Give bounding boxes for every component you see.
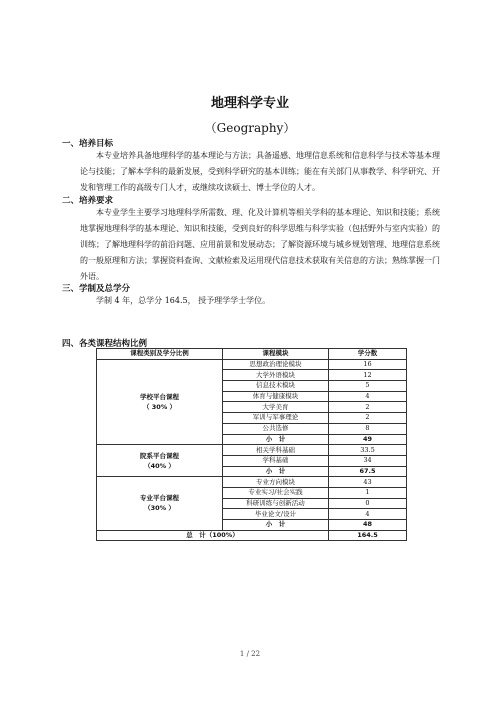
group-category-school: 学校平台课程 （ 30% ）: [97, 359, 223, 445]
credit-cell: 12: [329, 370, 407, 381]
module-cell: 相关学科基础: [223, 445, 329, 456]
table-row: [97, 359, 407, 370]
credit-cell: 8: [329, 423, 407, 434]
subtotal-value: 49: [329, 434, 407, 445]
total-row: [97, 530, 407, 541]
credit-cell: 34: [329, 455, 407, 466]
module-cell: 体育与健康模块: [223, 391, 329, 402]
subtotal-label: 小 计: [223, 434, 329, 445]
module-cell: 思想政治理论模块: [223, 359, 329, 370]
subtotal-label: 小 计: [223, 520, 329, 531]
credit-cell: 4: [329, 509, 407, 520]
section-heading-credits: 三、学制及总学分: [62, 284, 131, 294]
credit-cell: 4: [329, 391, 407, 402]
section-paragraph-goals: 本专业培养具备地理科学的基本理论与方法；具备遥感、地理信息系统和信息科学与技术等基本理论与技能；了解本学科的最新发展，受到科学研究的基本训练；能在有关部门从事教学、科学研究、开发和管理工作的高级专门人才，或继续攻读硕士、博士学位的人才。: [80, 151, 440, 192]
page-subtitle: （Geography）: [204, 121, 296, 135]
credit-cell: 16: [329, 359, 407, 370]
credit-cell: 33.5: [329, 445, 407, 456]
credit-cell: 2: [329, 402, 407, 413]
credit-cell: 43: [329, 477, 407, 488]
total-label: 总 计（100%）: [97, 530, 329, 541]
group-category-department: 院系平台课程 （40% ）: [97, 445, 223, 477]
module-cell: 科研训练与创新活动: [223, 498, 329, 509]
module-cell: 信息技术模块: [223, 381, 329, 392]
group-category-major: 专业平台课程 （30% ）: [97, 477, 223, 530]
section-paragraph-requirements: 本专业学生主要学习地理科学所需数、理、化及计算机等相关学科的基本理论、知识和技能；系统地掌握地理科学的基本理论、知识和技能，受到良好的科学思维与科学实验（包括野外与室内实验）的训练；了解地理科学的前沿问题、应用前景和发展动态；了解资源环境与城乡规划管理、地理信息系统的一般原理和方法；掌握资料查询、文献检索及运用现代信息技术获取有关信息的方法；熟练掌握一门外语。: [80, 208, 440, 281]
credit-cell: 2: [329, 413, 407, 424]
page-number: 1 / 22: [239, 650, 261, 658]
table-row: [97, 445, 407, 456]
course-structure-table: [96, 348, 407, 541]
module-cell: 毕业论文/设计: [223, 509, 329, 520]
header-module: 课程模块: [223, 349, 329, 360]
header-credits: 学分数: [329, 349, 407, 360]
section-paragraph-credits: 学制 4 年，总学分 164.5， 授予理学学士学位。: [96, 296, 271, 305]
module-cell: 军训与军事理论: [223, 413, 329, 424]
module-cell: 公共选修: [223, 423, 329, 434]
total-value: 164.5: [329, 530, 407, 541]
module-cell: 专业实习/社会实践: [223, 487, 329, 498]
section-heading-requirements: 二、培养要求: [62, 196, 114, 206]
header-category: 课程类别及学分比例: [97, 349, 223, 360]
subtotal-label: 小 计: [223, 466, 329, 477]
page-title: 地理科学专业: [210, 96, 289, 111]
subtotal-value: 67.5: [329, 466, 407, 477]
credit-cell: 1: [329, 487, 407, 498]
module-cell: 专业方向模块: [223, 477, 329, 488]
table-header-row: [97, 349, 407, 360]
subtotal-value: 48: [329, 520, 407, 531]
credit-cell: 0: [329, 498, 407, 509]
module-cell: 大学外语模块: [223, 370, 329, 381]
module-cell: 学科基础: [223, 455, 329, 466]
table-row: [97, 477, 407, 488]
section-heading-goals: 一、培养目标: [62, 139, 114, 149]
section-heading-structure: 四、各类课程结构比例: [62, 339, 148, 349]
module-cell: 大学美育: [223, 402, 329, 413]
credit-cell: 5: [329, 381, 407, 392]
